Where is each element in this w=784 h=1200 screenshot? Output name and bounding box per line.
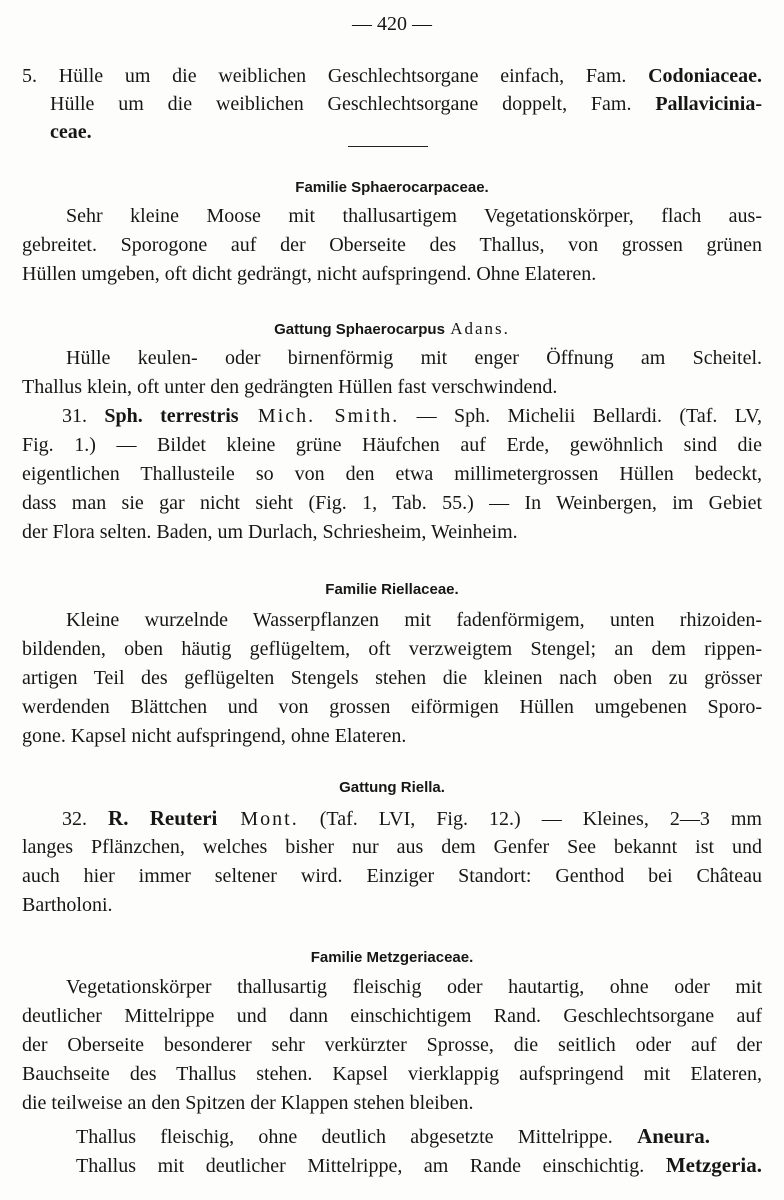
text-line: Bauchseite des Thallus stehen. Kapsel vierklappig aufspringend mit Elateren, <box>22 1063 762 1085</box>
species-line <box>62 404 762 428</box>
family-name: Pallavicinia- <box>655 93 762 115</box>
species-number: 31. <box>62 405 105 427</box>
genus-heading <box>0 316 784 342</box>
key-text: Thallus fleischig, ohne deutlich abgesetzte Mittelrippe. <box>76 1126 638 1148</box>
family-heading: Familie Metzgeriaceae. <box>310 949 474 966</box>
family-heading: Familie Riellaceae. <box>325 581 459 598</box>
key-line <box>76 1153 762 1178</box>
key-text: 5. Hülle um die weiblichen Geschlechtsorgane einfach, Fam. <box>22 65 649 87</box>
species-synonym: — Sph. Michelii Bellardi. (Taf. LV, <box>399 405 763 427</box>
text-line: bildenden, oben häutig geflügeltem, oft verzweigtem Stengel; an dem rippen- <box>22 638 762 660</box>
family-name: Codoniaceae. <box>648 65 762 87</box>
page-number: — 420 — <box>352 13 432 35</box>
species-name: Sph. terrestris <box>104 405 239 427</box>
text-line: dass man sie gar nicht sieht (Fig. 1, Tab. 55.) — In Weinbergen, im Gebiet <box>22 492 762 514</box>
key-text: Hülle um die weiblichen Geschlechtsorgane doppelt, Fam. <box>50 93 656 115</box>
text-line: langes Pflänzchen, welches bisher nur aus dem Genfer See bekannt ist und <box>22 836 762 858</box>
key-line: ceae. <box>50 121 92 143</box>
text-line: artigen Teil des geflügelten Stengels stehen die kleinen nach oben zu grösser <box>22 667 762 689</box>
text-line: eigentlichen Thallusteile so von den etwa millimetergrossen Hüllen bedeckt, <box>22 463 762 485</box>
text-line: Kleine wurzelnde Wasserpflanzen mit fadenförmigem, unten rhizoiden- <box>66 609 762 631</box>
text-line: Fig. 1.) — Bildet kleine grüne Häufchen auf Erde, gewöhnlich sind die <box>22 434 762 456</box>
text-line: der Oberseite besonderer sehr verkürzter Sprosse, die seitlich oder auf der <box>22 1034 762 1056</box>
text-line: deutlicher Mittelrippe und dann einschichtigem Rand. Geschlechtsorgane auf <box>22 1005 762 1027</box>
species-author: Mont. <box>217 808 299 830</box>
key-line <box>76 1124 710 1149</box>
text-line: Bartholoni. <box>22 894 113 916</box>
species-description: (Taf. LVI, Fig. 12.) — Kleines, 2—3 mm <box>298 808 762 830</box>
species-number: 32. <box>62 808 109 830</box>
text-line: gone. Kapsel nicht aufspringend, ohne Elateren. <box>22 725 407 747</box>
species-author: Mich. Smith. <box>238 405 400 427</box>
key-line <box>22 64 762 88</box>
text-line: Sehr kleine Moose mit thallusartigem Vegetationskörper, flach aus- <box>66 205 762 227</box>
text-line: Thallus klein, oft unter den gedrängten Hüllen fast verschwindend. <box>22 376 558 398</box>
key-text: Thallus mit deutlicher Mittelrippe, am Rande einschichtig. <box>76 1155 666 1177</box>
key-line <box>50 92 762 116</box>
text-line: Hülle keulen- oder birnenförmig mit enger Öffnung am Scheitel. <box>66 347 762 369</box>
text-line: der Flora selten. Baden, um Durlach, Schriesheim, Weinheim. <box>22 521 518 543</box>
species-line <box>62 806 762 831</box>
text-line: werdenden Blättchen und von grossen eiförmigen Hüllen umgebenen Sporo- <box>22 696 762 718</box>
text-line: gebreitet. Sporogone auf der Oberseite des Thallus, von grossen grünen <box>22 234 762 256</box>
genus-heading: Gattung Riella. <box>339 779 445 796</box>
text-line: die teilweise an den Spitzen der Klappen stehen bleiben. <box>22 1092 474 1114</box>
text-line: Hüllen umgeben, oft dicht gedrängt, nicht aufspringend. Ohne Elateren. <box>22 263 597 285</box>
species-name: R. Reuteri <box>108 806 218 830</box>
genus-name: Metzgeria. <box>665 1153 762 1177</box>
genus-name: Gattung Sphaerocarpus <box>274 321 445 338</box>
text-line: auch hier immer seltener wird. Einziger Standort: Genthod bei Château <box>22 865 762 887</box>
family-heading: Familie Sphaerocarpaceae. <box>295 179 489 196</box>
genus-name: Aneura. <box>637 1124 710 1148</box>
section-rule <box>348 146 428 147</box>
genus-author: Adans. <box>444 319 510 338</box>
text-line: Vegetationskörper thallusartig fleischig oder hautartig, ohne oder mit <box>66 976 762 998</box>
